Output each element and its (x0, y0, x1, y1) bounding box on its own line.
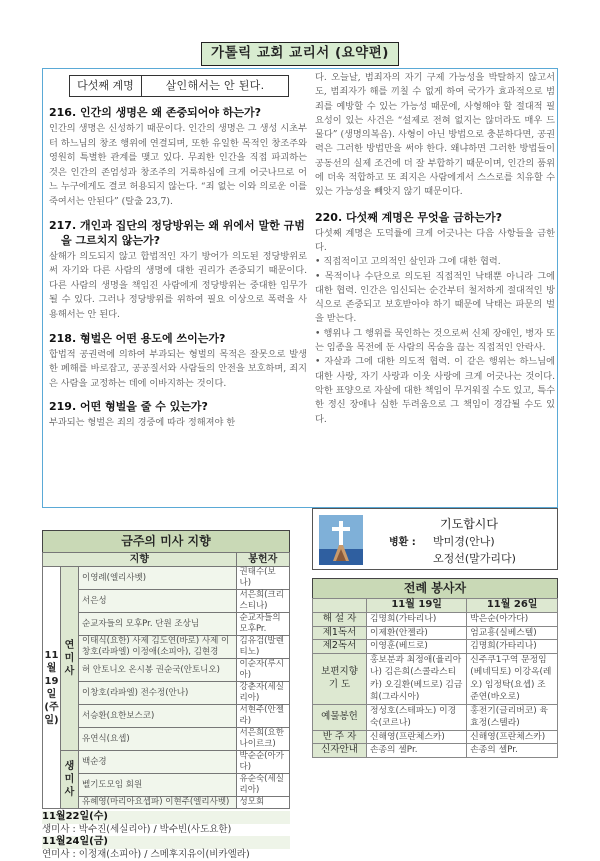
server-cell: 홍보분과 최정애(율리아나) 김은희(스콜라스티카) 오길환(베드로) 김금희(그라시아) (367, 653, 467, 704)
table-row (313, 626, 558, 640)
role-cell: 제1독서 (313, 626, 367, 640)
offerer-cell: 이순자(루시아) (236, 659, 289, 682)
intention-cell: 이창호(라파엘) 전수정(안나) (79, 682, 237, 705)
page-title: 가톨릭 교회 교리서 (요약편) (201, 42, 399, 66)
answer-220-list (315, 255, 555, 427)
prayer-box (312, 508, 558, 570)
weekday-mass-line: 연미사 : 이정재(소피아) / 스메후지유이(비카엘라) (42, 849, 290, 861)
intention-cell: 허 안토니오 온시봉 권순국(안토니오) (79, 659, 237, 682)
offerer-cell: 순교자들의 모후Pr. (236, 613, 289, 636)
offerer-cell: 서은희(크리스티나) (236, 590, 289, 613)
table-row (313, 613, 558, 627)
table-header-row (313, 599, 558, 613)
offerer-cell: 김유검(발렌티노) (236, 636, 289, 659)
sick-name: 박미경(안나) (433, 533, 495, 549)
server-cell: 신주쿠1구역 문정임(베네딕토) 이강옥(레오) 임정탁(요셉) 조준연(바오로) (467, 653, 558, 704)
table-row (43, 682, 290, 705)
server-cell: 이영훈(베드로) (367, 640, 467, 654)
mass-day-label: 11월19일(주일) (43, 567, 61, 809)
role-cell: 신자안내 (313, 744, 367, 758)
commandment-box (69, 75, 289, 97)
question-218: 218. 형벌은 어떤 용도에 쓰이는가? (49, 331, 307, 346)
praying-hands-icon (319, 515, 363, 565)
sick-name: 오정선(말가리다) (433, 550, 516, 566)
intention-cell: 순교자들의 모후Pr. 단원 조상님 (79, 613, 237, 636)
server-cell: 김명희(가타리나) (467, 640, 558, 654)
answer-219-continuation: 다. 오늘날, 범죄자의 자기 구제 가능성을 박탈하지 않고서도, 범죄자가 해를 끼칠 수 없게 하여 국가가 효과적으로 범죄를 예방할 수 있는 가능성 때문에, 사형해야 할 절대적 필요성이 있는 사건은 “설제로 전혀 없지는 않더라도 매우 드물다” (생명의복음). 사형이 아닌 방법으로 충분하다면, 공권력은 그러한 방법만을 써야 한다. 왜냐하면 그러한 방법들이 공동선의 실제 조건에 더 잘 부합하기 때문이며, 인간의 품위에 더욱 적합하고 또 죄지은 사람에게서 스스로를 치유할 수 있는 가능성을 빼앗지 않기 때문이다. (315, 71, 555, 200)
intention-cell: 유연식(요셉) (79, 728, 237, 751)
date-header: 11월 19일 (367, 599, 467, 613)
role-cell: 제2독서 (313, 640, 367, 654)
question-216: 216. 인간의 생명은 왜 존중되어야 하는가? (49, 105, 307, 120)
role-cell: 반 주 자 (313, 730, 367, 744)
role-cell: 예물봉헌 (313, 704, 367, 730)
table-row (313, 640, 558, 654)
server-cell: 신해영(프란체스카) (367, 730, 467, 744)
mass-intention-section (42, 530, 290, 861)
intention-cell: 유혜영(마리아요셉파) 이현주(엘리사벳) (79, 797, 237, 809)
table-row (43, 659, 290, 682)
weekday-date: 11월22일(수) (42, 811, 290, 824)
server-cell: 엄교흥(실베스텔) (467, 626, 558, 640)
offerer-cell: 강춘자(세실리아) (236, 682, 289, 705)
intention-cell: 이영례(엘리사벳) (79, 567, 237, 590)
list-item: • 직접적이고 고의적인 살인과 그에 대한 협력. (315, 255, 555, 269)
liturgy-servers-table (312, 598, 558, 758)
mass-group-living: 생미사 (61, 751, 79, 809)
table-row (313, 704, 558, 730)
list-item: • 목적이나 수단으로 의도된 직접적인 낙태뿐 아니라 그에 대한 협력. 인간은 임신되는 순간부터 철저하게 절대적인 방식으로 존중되고 보호받아야 하기 때문에 낙태는 파문의 벌을 받는다. (315, 270, 555, 327)
catechism-right-column (315, 69, 555, 427)
intention-cell: 이태식(요한) 사제 김도연(바로) 사제 이창호(라파엘) 이정애(소피아), 김현경 (79, 636, 237, 659)
intention-cell: 서은성 (79, 590, 237, 613)
table-row (43, 751, 290, 774)
intention-cell: 벨기도모임 회원 (79, 774, 237, 797)
offerer-cell: 박순순(아가다) (236, 751, 289, 774)
list-item: • 행위나 그 행위를 묵인하는 것으로써 신체 장애인, 병자 또는 임종을 목전에 둔 사람의 목숨을 끊는 직접적인 안락사. (315, 327, 555, 356)
table-row (313, 744, 558, 758)
intention-cell: 서승환(요한보스코) (79, 705, 237, 728)
offerer-header: 봉헌자 (236, 553, 289, 567)
answer-218: 합법적 공권력에 의하여 부과되는 형벌의 목적은 잘못으로 발생한 폐해를 바로잡고, 공공질서와 사람들의 안전을 보호하며, 죄지은 사람을 교정하는 데에 이바지하는 것이다. (49, 348, 307, 392)
prayer-title: 기도합시다 (389, 515, 549, 532)
table-header-row (43, 553, 290, 567)
offerer-cell: 성모회 (236, 797, 289, 809)
mass-group-requiem: 연미사 (61, 567, 79, 751)
table-row (43, 797, 290, 809)
question-220: 220. 다섯째 계명은 무엇을 금하는가? (315, 210, 555, 225)
intention-cell: 백순경 (79, 751, 237, 774)
empty-header (313, 599, 367, 613)
weekday-mass-line: 생미사 : 박수진(세실리아) / 박수빈(사도요한) (42, 824, 290, 837)
list-item: • 자살과 그에 대한 의도적 협력. 이 같은 행위는 하느님에 대한 사랑, 자기 사랑과 이웃 사랑에 크게 어긋나는 것이다. 악한 표양으로 자살에 대한 책임이 무거워질 수도 있고, 특수한 정신 장애나 심한 두려움으로 그 책임이 경감될 수도 있다. (315, 355, 555, 426)
table-row (43, 774, 290, 797)
catechism-box (42, 68, 558, 508)
table-row (43, 728, 290, 751)
server-cell: 김명희(가타리나) (367, 613, 467, 627)
mass-intention-table (42, 552, 290, 809)
question-217: 217. 개인과 집단의 정당방위는 왜 위에서 말한 규범을 그르치지 않는가? (49, 218, 307, 248)
server-cell: 손종의 셀Pr. (367, 744, 467, 758)
server-cell: 손종의 셀Pr. (467, 744, 558, 758)
role-cell: 해 설 자 (313, 613, 367, 627)
table-row (43, 705, 290, 728)
intention-header: 지향 (43, 553, 237, 567)
server-cell: 신해영(프란체스카) (467, 730, 558, 744)
answer-216: 인간의 생명은 신성하기 때문이다. 인간의 생명은 그 생성 시초부터 하느님의 창조 행위에 연결되며, 또한 유일한 목적인 창조주와 영원히 특별한 관계를 맺고 있다. 무죄한 인간을 직접 파괴하는 것은 인간의 존엄성과 창조주의 거룩하심에 크게 어긋나므로 어느 누구에게도 결코 허용되지 않는다. “죄 없는 이와 의로운 이를 죽여서는 안된다” (탈출 23,7). (49, 122, 307, 210)
role-cell: 보편지향 기 도 (313, 653, 367, 704)
server-cell: 홍전기(글리버코) 육효정(스텔라) (467, 704, 558, 730)
catechism-left-column (49, 69, 307, 431)
offerer-cell: 권태수(보나) (236, 567, 289, 590)
commandment-label: 다섯째 계명 (70, 76, 142, 96)
mass-intention-title: 금주의 미사 지향 (42, 530, 290, 552)
offerer-cell: 서은희(요한나이르크) (236, 728, 289, 751)
sick-label: 병환 : (389, 533, 416, 548)
table-row (43, 567, 290, 590)
offerer-cell: 서현주(안젤라) (236, 705, 289, 728)
table-row (313, 653, 558, 704)
answer-220-intro: 다섯째 계명은 도덕률에 크게 어긋나는 다음 사항들을 금한다. (315, 227, 555, 256)
question-219: 219. 어떤 형벌을 줄 수 있는가? (49, 399, 307, 414)
table-row (43, 636, 290, 659)
server-cell: 박은순(아가다) (467, 613, 558, 627)
table-row (313, 730, 558, 744)
weekday-date: 11월24일(금) (42, 836, 290, 849)
liturgy-servers-title: 전례 봉사자 (312, 578, 558, 598)
weekday-mass-list (42, 811, 290, 861)
answer-219: 부과되는 형벌은 죄의 경중에 따라 정해져야 한 (49, 416, 307, 431)
date-header: 11월 26일 (467, 599, 558, 613)
offerer-cell: 유순숙(세실리아) (236, 774, 289, 797)
table-row (43, 590, 290, 613)
liturgy-servers-section (312, 578, 558, 758)
server-cell: 이제환(안젤라) (367, 626, 467, 640)
commandment-text: 살인해서는 안 된다. (142, 76, 288, 96)
answer-217: 살해가 의도되지 않고 합법적인 자기 방어가 의도된 정당방위로써 자기와 다른 사람의 생명에 대한 권리가 존중되기 때문이다. 다른 사람의 생명을 책임진 사람에게 정당방위는 중대한 임무가 될 수 있다. 그러나 정당방위를 위하여 필요 이상으로 폭력을 사용해서는 안 된다. (49, 250, 307, 323)
server-cell: 정성호(스테파노) 이경숙(코르나) (367, 704, 467, 730)
table-row (43, 613, 290, 636)
